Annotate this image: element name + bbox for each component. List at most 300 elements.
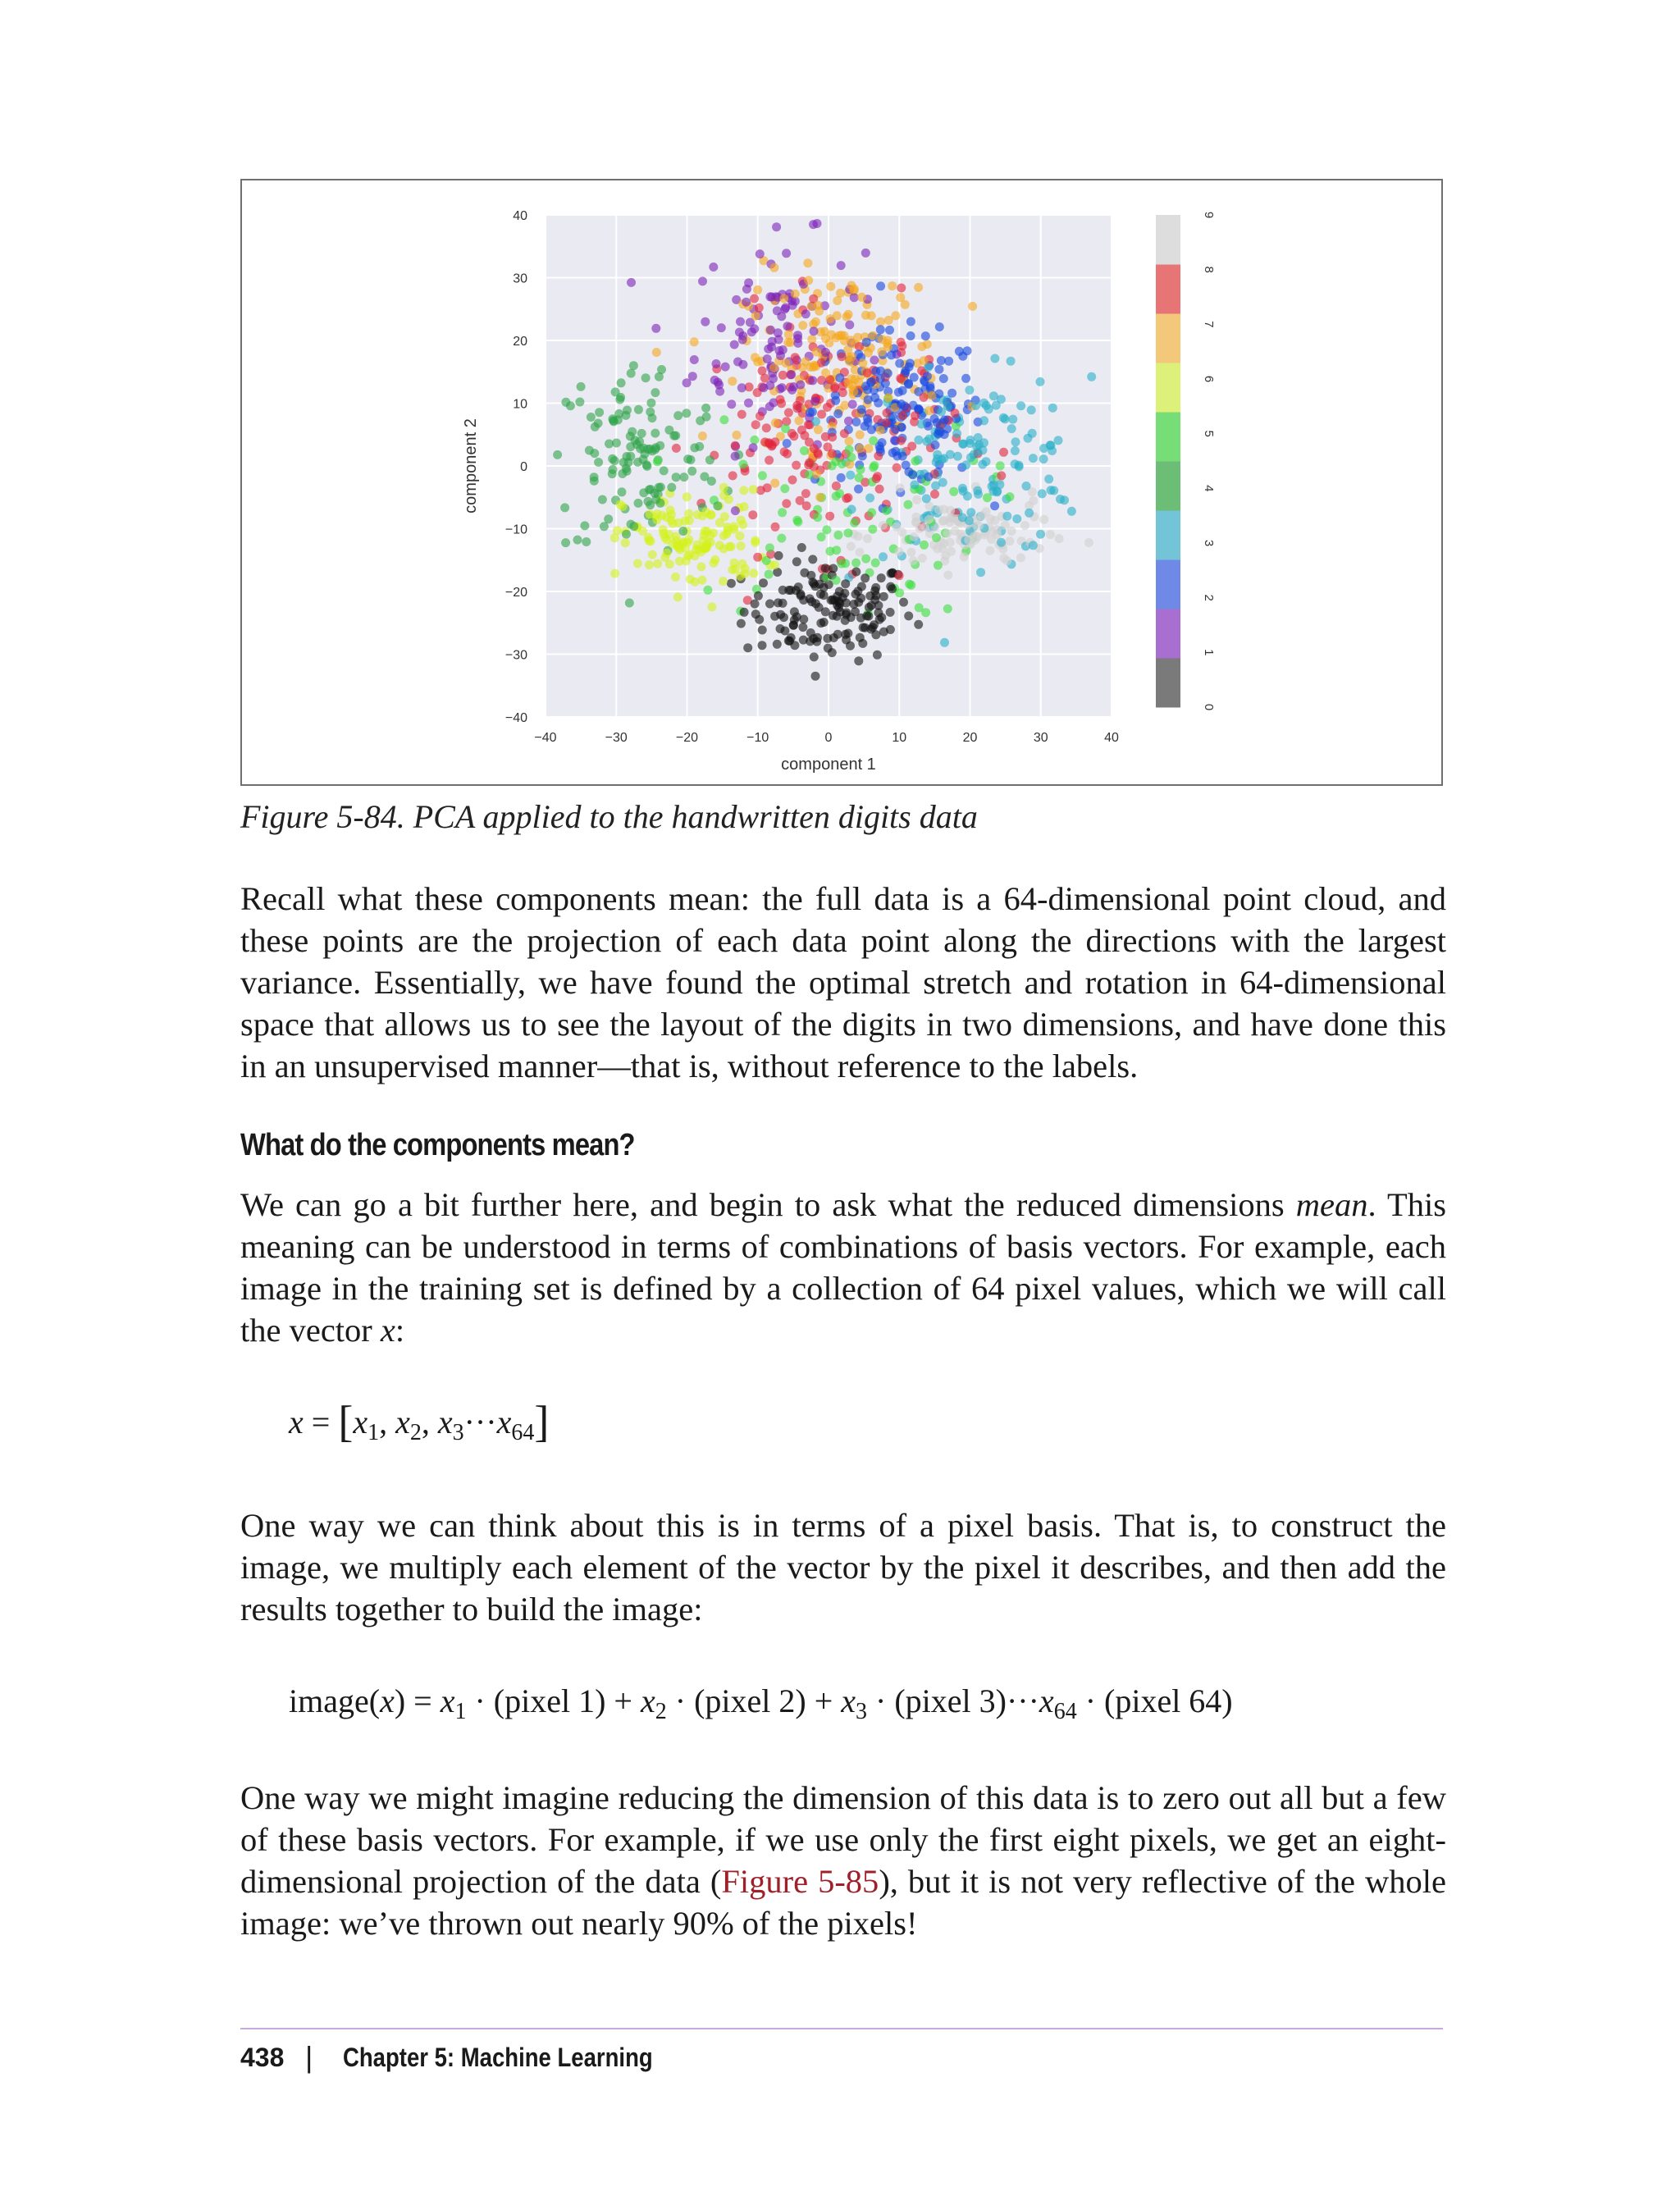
scatter-point-digit-7: [917, 342, 926, 351]
scatter-point-digit-6: [707, 602, 716, 611]
scatter-point-digit-8: [801, 489, 810, 498]
scatter-point-digit-3: [1002, 512, 1011, 521]
x-tick-label: −30: [605, 731, 628, 745]
scatter-point-digit-3: [963, 491, 972, 500]
scatter-point-digit-7: [795, 416, 804, 425]
scatter-point-digit-3: [1048, 404, 1057, 413]
scatter-point-digit-9: [911, 513, 920, 522]
scatter-point-digit-8: [828, 449, 837, 458]
y-tick-label: −40: [504, 711, 527, 725]
scatter-point-digit-7: [769, 263, 778, 272]
scatter-point-digit-4: [643, 445, 652, 454]
scatter-point-digit-7: [807, 335, 816, 344]
scatter-point-digit-9: [1006, 536, 1015, 546]
scatter-point-digit-0: [773, 640, 782, 649]
scatter-point-digit-0: [851, 590, 861, 599]
scatter-point-digit-8: [804, 460, 813, 469]
scatter-point-digit-9: [894, 547, 903, 556]
scatter-point-digit-0: [751, 609, 760, 619]
scatter-point-digit-5: [867, 508, 876, 517]
scatter-point-digit-3: [847, 504, 856, 514]
scatter-point-digit-7: [751, 353, 760, 362]
scatter-point-digit-3: [943, 402, 952, 411]
scatter-point-digit-8: [750, 294, 759, 304]
scatter-point-digit-1: [714, 378, 723, 387]
scatter-point-digit-2: [806, 408, 815, 417]
scatter-point-digit-7: [827, 331, 836, 340]
scatter-point-digit-3: [1060, 495, 1069, 504]
x-tick-label: 10: [892, 731, 907, 745]
scatter-point-digit-5: [871, 559, 880, 568]
scatter-point-digit-1: [845, 321, 854, 330]
x-tick-label: 40: [1104, 731, 1119, 745]
scatter-point-digit-6: [698, 576, 707, 585]
scatter-point-digit-1: [698, 276, 707, 285]
scatter-point-digit-5: [932, 533, 941, 542]
scatter-point-digit-0: [865, 603, 874, 612]
scatter-point-digit-8: [765, 456, 774, 465]
scatter-point-digit-5: [781, 424, 790, 433]
colorbar-label: 8: [1202, 266, 1216, 273]
scatter-point-digit-5: [832, 546, 841, 555]
scatter-point-digit-8: [810, 444, 819, 453]
scatter-point-digit-2: [857, 405, 866, 414]
scatter-point-digit-4: [696, 416, 705, 425]
scatter-point-digit-1: [778, 383, 787, 392]
scatter-point-digit-5: [653, 457, 662, 466]
scatter-point-digit-9: [847, 542, 856, 551]
scatter-point-digit-7: [771, 418, 780, 427]
scatter-point-digit-7: [914, 283, 923, 292]
scatter-point-digit-9: [897, 527, 906, 536]
scatter-point-digit-2: [923, 372, 932, 381]
scatter-point-digit-7: [793, 309, 802, 318]
scatter-point-digit-5: [800, 446, 809, 455]
scatter-point-digit-0: [841, 579, 850, 588]
scatter-point-digit-8: [838, 352, 847, 361]
scatter-point-digit-3: [1007, 357, 1016, 366]
scatter-point-digit-4: [619, 458, 628, 467]
scatter-point-digit-5: [719, 415, 728, 424]
scatter-point-digit-8: [817, 410, 826, 419]
scatter-point-digit-3: [922, 437, 931, 446]
scatter-point-digit-4: [687, 467, 696, 476]
scatter-point-digit-0: [875, 615, 884, 624]
scatter-point-digit-7: [858, 358, 867, 368]
scatter-point-digit-7: [812, 470, 821, 479]
scatter-point-digit-4: [642, 462, 651, 471]
scatter-point-digit-6: [648, 550, 657, 559]
scatter-point-digit-7: [891, 311, 900, 320]
scatter-point-digit-5: [780, 484, 789, 493]
scatter-point-digit-5: [817, 532, 826, 541]
scatter-point-digit-4: [625, 599, 634, 608]
scatter-point-digit-8: [825, 512, 834, 521]
scatter-point-digit-8: [791, 353, 800, 362]
scatter-point-digit-1: [682, 378, 692, 387]
scatter-point-digit-0: [809, 634, 818, 643]
scatter-point-digit-2: [939, 374, 948, 383]
scatter-point-digit-4: [587, 413, 596, 422]
scatter-point-digit-5: [915, 603, 924, 612]
scatter-point-digit-0: [821, 607, 830, 616]
scatter-point-digit-9: [939, 539, 948, 548]
scatter-point-digit-9: [863, 534, 872, 543]
y-tick-label: 40: [513, 209, 527, 223]
scatter-point-digit-9: [1055, 534, 1064, 543]
scatter-point-digit-6: [701, 508, 710, 517]
scatter-point-digit-1: [747, 327, 756, 336]
scatter-point-digit-3: [1015, 461, 1024, 470]
scatter-point-digit-9: [960, 552, 969, 561]
scatter-point-digit-4: [591, 422, 600, 431]
scatter-point-digit-0: [758, 626, 767, 635]
scatter-point-digit-2: [906, 331, 915, 340]
colorbar-segment-1: [1156, 609, 1180, 659]
scatter-point-digit-0: [797, 543, 806, 552]
scatter-point-digit-1: [731, 506, 740, 515]
scatter-point-digit-8: [737, 410, 746, 419]
scatter-point-digit-8: [898, 411, 907, 420]
scatter-point-digit-7: [840, 401, 849, 410]
scatter-point-digit-8: [728, 471, 737, 480]
scatter-point-digit-0: [819, 618, 829, 627]
scatter-point-digit-3: [966, 453, 975, 462]
scatter-point-digit-9: [896, 483, 905, 492]
scatter-point-digit-0: [807, 597, 816, 606]
scatter-point-digit-8: [907, 442, 916, 451]
scatter-point-digit-2: [940, 416, 949, 425]
scatter-point-digit-8: [999, 448, 1008, 457]
scatter-point-digit-2: [854, 485, 863, 494]
scatter-point-digit-9: [906, 548, 915, 557]
scatter-point-digit-5: [905, 580, 914, 589]
scatter-point-digit-7: [784, 330, 793, 339]
scatter-point-digit-0: [841, 630, 850, 639]
scatter-point-digit-3: [1011, 437, 1020, 446]
scatter-point-digit-9: [879, 521, 888, 530]
scatter-point-digit-0: [743, 643, 752, 652]
scatter-point-digit-3: [993, 486, 1002, 495]
scatter-point-digit-0: [808, 555, 817, 564]
scatter-point-digit-7: [728, 377, 737, 386]
scatter-point-digit-9: [985, 546, 994, 555]
scatter-point-digit-3: [1024, 434, 1033, 443]
scatter-point-digit-0: [819, 591, 829, 600]
scatter-point-digit-0: [857, 582, 866, 591]
scatter-point-digit-9: [912, 495, 921, 504]
scatter-point-digit-4: [655, 483, 664, 492]
scatter-point-digit-6: [621, 538, 630, 547]
figure-link[interactable]: Figure 5-85: [721, 1863, 879, 1900]
scatter-point-digit-9: [1016, 553, 1025, 562]
scatter-point-digit-4: [560, 503, 569, 512]
scatter-point-digit-0: [833, 612, 842, 621]
paragraph-pixel-basis: One way we can think about this is in terms of a pixel basis. That is, to construct the image, we multiply each element of the vector by the pixel it describes, and then add the results together to build the image:: [240, 1507, 1446, 1628]
scatter-point-digit-6: [652, 515, 661, 524]
scatter-point-digit-9: [999, 554, 1008, 563]
scatter-point-digit-4: [590, 449, 599, 458]
scatter-point-digit-2: [835, 373, 844, 382]
scatter-point-digit-2: [871, 367, 880, 376]
scatter-point-digit-0: [792, 557, 801, 566]
scatter-point-digit-2: [961, 374, 970, 383]
scatter-point-digit-6: [720, 512, 729, 521]
scatter-point-digit-7: [878, 335, 887, 344]
scatter-point-digit-0: [886, 608, 895, 617]
scatter-point-digit-8: [930, 490, 939, 499]
scatter-point-digit-1: [765, 402, 774, 411]
scatter-point-digit-3: [811, 417, 820, 426]
scatter-point-digit-4: [566, 401, 575, 410]
scatter-point-digit-0: [798, 623, 807, 632]
scatter-point-digit-7: [861, 311, 870, 320]
scatter-point-digit-4: [672, 472, 681, 482]
scatter-point-digit-8: [892, 463, 902, 472]
scatter-point-digit-5: [855, 473, 864, 482]
paragraph-reducing: [240, 1777, 1446, 1944]
scatter-point-digit-8: [784, 409, 793, 418]
x-tick-label: 20: [962, 731, 978, 745]
scatter-point-digit-3: [959, 440, 968, 449]
scatter-point-digit-7: [698, 431, 707, 441]
colorbar-segment-7: [1156, 313, 1180, 363]
scatter-point-digit-5: [996, 461, 1005, 470]
scatter-point-digit-7: [779, 294, 788, 303]
scatter-point-digit-9: [947, 547, 956, 556]
scatter-point-digit-7: [847, 281, 856, 290]
scatter-point-digit-0: [780, 627, 789, 636]
scatter-point-digit-3: [971, 401, 980, 410]
scatter-point-digit-3: [1027, 405, 1036, 414]
scatter-point-digit-8: [828, 432, 837, 441]
scatter-point-digit-0: [789, 621, 798, 630]
scatter-point-digit-4: [707, 477, 716, 486]
scatter-point-digit-8: [755, 304, 764, 313]
scatter-point-digit-0: [810, 652, 819, 661]
scatter-point-digit-4: [679, 472, 688, 482]
scatter-point-digit-8: [875, 485, 884, 494]
scatter-point-digit-8: [760, 437, 769, 446]
scatter-point-digit-2: [898, 452, 907, 461]
scatter-point-digit-4: [618, 487, 627, 496]
scatter-point-digit-7: [812, 348, 821, 357]
scatter-point-digit-0: [858, 639, 867, 648]
paragraph-recall: Recall what these components mean: the full data is a 64-dimensional point cloud, and these points are the projection of each data point along the directions with the largest variance. Essentially, we have found the optimal stretch and rotation in 64-dimensional space that allows us to see the layout of the digits in two dimensions, and have done this in an unsupervised manner—that is, without reference to the labels.: [240, 880, 1446, 1084]
page-number: 438: [240, 2043, 285, 2072]
scatter-point-digit-5: [813, 513, 822, 522]
scatter-point-digit-5: [851, 559, 861, 568]
scatter-point-digit-6: [610, 533, 619, 542]
figure-box: [240, 179, 1443, 786]
scatter-point-digit-4: [655, 372, 664, 381]
scatter-point-digit-1: [861, 249, 870, 258]
scatter-point-digit-9: [943, 571, 952, 580]
scatter-point-digit-4: [575, 398, 584, 407]
scatter-point-digit-2: [783, 439, 792, 448]
scatter-point-digit-6: [653, 559, 662, 568]
scatter-point-digit-3: [992, 401, 1001, 410]
colorbar-segment-0: [1156, 658, 1180, 708]
scatter-point-digit-7: [876, 426, 885, 435]
scatter-point-digit-8: [897, 341, 906, 350]
figure-caption: Figure 5-84. PCA applied to the handwritten digits data: [240, 798, 978, 835]
para2-text-a: We can go a bit further here, and begin to ask what the reduced dimensions: [240, 1186, 1296, 1223]
scatter-point-digit-0: [851, 568, 861, 577]
scatter-point-digit-4: [604, 514, 613, 523]
scatter-point-digit-3: [961, 460, 970, 469]
scatter-point-digit-5: [844, 528, 853, 537]
scatter-point-digit-3: [1012, 514, 1021, 523]
scatter-point-digit-4: [608, 414, 617, 423]
scatter-point-digit-9: [1084, 538, 1093, 547]
scatter-point-digit-9: [1001, 521, 1010, 530]
scatter-point-digit-1: [717, 323, 726, 332]
scatter-point-digit-5: [703, 586, 712, 595]
colorbar-segment-3: [1156, 510, 1180, 560]
scatter-point-digit-2: [895, 359, 904, 368]
colorbar-label: 1: [1202, 649, 1216, 656]
scatter-point-digit-8: [748, 510, 757, 519]
scatter-point-digit-7: [846, 336, 855, 345]
scatter-point-digit-1: [763, 354, 772, 363]
scatter-point-digit-5: [934, 561, 943, 570]
scatter-point-digit-5: [868, 525, 877, 534]
scatter-point-digit-0: [758, 641, 767, 650]
colorbar-label: 3: [1202, 539, 1216, 547]
scatter-point-digit-3: [1016, 401, 1025, 410]
scatter-point-digit-6: [697, 562, 706, 571]
scatter-point-digit-4: [629, 361, 638, 370]
y-tick-label: −30: [504, 648, 527, 663]
scatter-point-digit-1: [731, 452, 740, 461]
scatter-point-digit-7: [924, 406, 934, 415]
colorbar-label: 6: [1202, 375, 1216, 383]
scatter-point-digit-2: [924, 472, 933, 482]
scatter-point-digit-2: [862, 338, 871, 347]
scatter-point-digit-7: [804, 276, 813, 285]
scatter-point-digit-2: [904, 379, 913, 388]
scatter-point-digit-9: [918, 554, 927, 563]
scatter-point-digit-1: [730, 340, 739, 349]
scatter-point-digit-6: [719, 483, 728, 492]
scatter-point-digit-4: [641, 373, 651, 382]
scatter-point-digit-2: [876, 325, 885, 334]
scatter-point-digit-7: [842, 313, 851, 322]
scatter-point-digit-7: [798, 321, 807, 330]
scatter-point-digit-1: [709, 262, 718, 272]
scatter-point-digit-0: [821, 564, 830, 573]
scatter-point-digit-1: [742, 298, 751, 307]
scatter-point-digit-5: [793, 518, 802, 527]
scatter-point-digit-6: [682, 492, 692, 501]
scatter-point-digit-0: [899, 598, 908, 607]
scatter-point-digit-0: [754, 591, 763, 600]
scatter-point-digit-6: [749, 485, 758, 494]
scatter-point-digit-3: [1036, 530, 1045, 539]
scatter-point-digit-8: [753, 553, 762, 562]
scatter-point-digit-8: [897, 284, 906, 293]
scatter-point-digit-3: [1025, 509, 1034, 518]
scatter-point-digit-0: [835, 587, 844, 596]
scatter-point-digit-6: [616, 500, 625, 509]
scatter-point-digit-8: [756, 412, 765, 421]
y-tick-label: −20: [504, 586, 527, 600]
scatter-point-digit-1: [627, 278, 636, 287]
scatter-point-digit-6: [749, 568, 758, 578]
scatter-point-digit-3: [1029, 541, 1038, 550]
scatter-point-digit-7: [849, 387, 858, 396]
para4-text-b: ), but it is not very reflective of the whole image: we’ve thrown out nearly 90% of the pixels!: [240, 1863, 1446, 1942]
scatter-point-digit-3: [938, 478, 947, 487]
scatter-point-digit-4: [582, 537, 591, 546]
scatter-point-digit-5: [882, 506, 891, 515]
scatter-point-digit-4: [629, 522, 638, 531]
scatter-point-digit-7: [901, 300, 910, 309]
scatter-point-digit-6: [719, 577, 728, 586]
scatter-point-digit-9: [993, 525, 1002, 534]
scatter-point-digit-6: [737, 541, 746, 550]
scatter-point-digit-5: [758, 471, 767, 480]
scatter-point-digit-7: [751, 312, 760, 321]
scatter-point-digit-1: [793, 339, 802, 348]
x-tick-label: −40: [534, 731, 557, 745]
scatter-point-digit-7: [884, 393, 893, 402]
scatter-point-digit-8: [760, 374, 769, 383]
scatter-point-digit-6: [633, 559, 642, 568]
scatter-point-digit-8: [883, 409, 892, 418]
scatter-point-digit-7: [856, 431, 865, 440]
scatter-point-digit-3: [1007, 424, 1016, 433]
scatter-point-digit-1: [736, 317, 745, 326]
scatter-point-digit-9: [939, 504, 948, 514]
colorbar-segment-8: [1156, 264, 1180, 314]
scatter-point-digit-3: [910, 481, 919, 490]
scatter-point-digit-4: [651, 443, 660, 452]
scatter-point-digit-9: [909, 556, 918, 565]
scatter-point-digit-9: [1020, 521, 1029, 530]
scatter-point-digit-1: [651, 324, 660, 333]
scatter-point-digit-3: [917, 420, 926, 429]
scatter-point-digit-8: [771, 523, 780, 532]
scatter-point-digit-8: [840, 429, 849, 438]
scatter-point-digit-8: [751, 420, 760, 429]
scatter-point-digit-2: [955, 347, 964, 356]
scatter-point-digit-4: [573, 536, 582, 545]
scatter-point-digit-4: [615, 395, 624, 404]
scatter-point-digit-8: [763, 483, 772, 492]
scatter-point-digit-1: [783, 322, 792, 331]
equation-vector-x: $x = [x_1$, $x_2$, $x_3\cdot\cdot\cdot x_{64}$]: [289, 1397, 550, 1446]
scatter-point-digit-1: [759, 383, 768, 392]
scatter-point-digit-8: [672, 444, 681, 453]
scatter-point-digit-5: [750, 436, 759, 445]
scatter-point-digit-1: [749, 443, 758, 452]
scatter-point-digit-0: [811, 672, 820, 681]
scatter-point-digit-6: [662, 535, 671, 544]
scatter-point-digit-6: [659, 525, 668, 534]
scatter-point-digit-6: [710, 555, 719, 564]
scatter-point-digit-8: [823, 403, 832, 412]
scatter-point-digit-0: [877, 573, 886, 582]
scatter-point-digit-1: [810, 326, 819, 336]
y-tick-label: 20: [513, 335, 527, 349]
scatter-point-digit-8: [997, 471, 1006, 480]
scatter-point-digit-9: [924, 515, 934, 524]
colorbar-label: 0: [1202, 703, 1216, 711]
scatter-point-digit-6: [702, 527, 711, 536]
scatter-point-digit-1: [793, 331, 802, 340]
